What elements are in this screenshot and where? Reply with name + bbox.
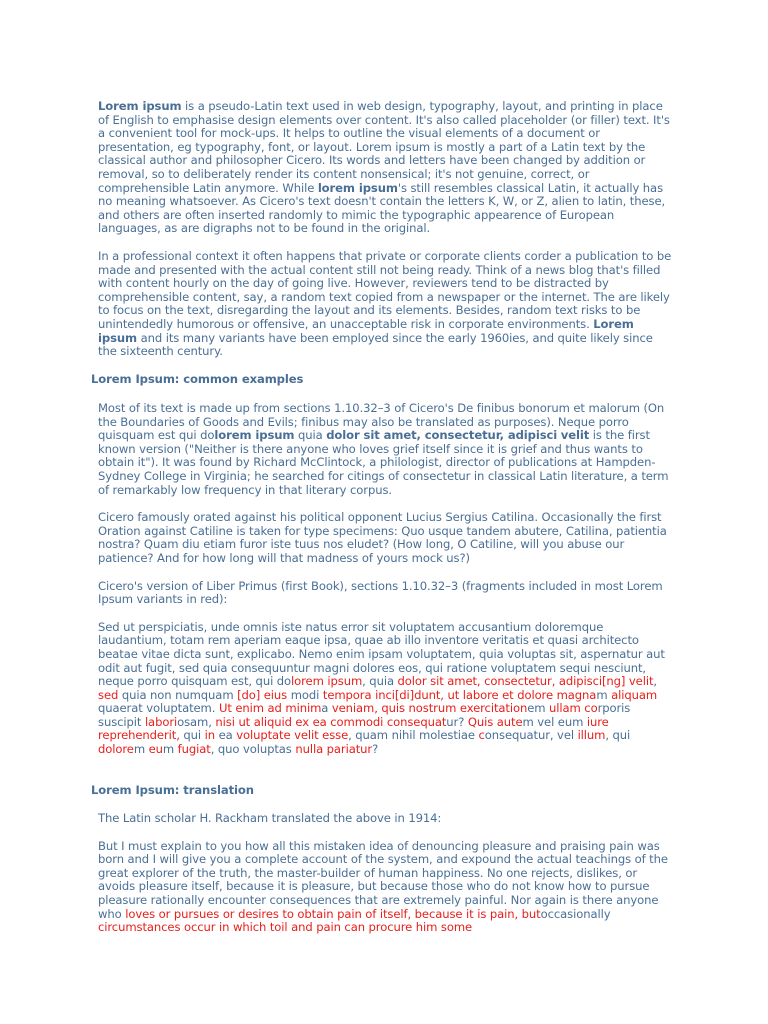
text-run: , quam nihil molestiae <box>348 728 479 743</box>
text-run: m <box>162 742 178 757</box>
red-highlight-text: ullam co <box>549 701 598 716</box>
red-highlight-text: sed <box>98 687 119 702</box>
text-run: is a pseudo-Latin text used in web design, typography, layout, and printing in place of English to emphasise design elements over content. It's also called placeholder (or filler) text. It's a convenient tool for mock-ups. It helps to outline the visual elements of a document or presentation, eg typography, font, or layout. Lorem ipsum is mostly a part of a Latin text by the classical author and philosopher Cicero. Its words and letters have been changed by addition or removal, so to deliberately render its content nonsensical; it's not genuine, correct, or comprehensible Latin anymore. While <box>98 99 670 195</box>
red-highlight-text: lorem ipsum <box>291 674 363 689</box>
text-run: , quia <box>362 674 398 689</box>
text-run: em <box>527 701 550 716</box>
text-run: ea <box>214 728 237 743</box>
text-run: qui <box>179 728 205 743</box>
text-run: But I must explain to you how all this mistaken idea of denouncing pleasure and praising pain was born and I will give you a complete account of the system, and expound the actual teachings of the great explorer of the truth, the master-builder of human happiness. No one rejects, dislikes, or avoids pleasure itself, because it is pleasure, but because those who do not know how to pursue pleasure rationally encounter consequences that are extremely painful. Nor again is there anyone who <box>98 838 668 921</box>
red-highlight-text: tempora <box>322 687 372 702</box>
text-run: osam, <box>177 714 216 729</box>
text-run: Most of its text is made up from sections 1.10.32–3 of Cicero's De finibus bonorum et malorum (On the Boundaries of Goods and Evils; finibus may also be translated as purposes). Neque porro quisquam est qui do <box>98 401 665 443</box>
translation-paragraph-1 <box>98 812 673 826</box>
text-run: , quo voluptas <box>210 742 296 757</box>
translation-section <box>98 812 673 935</box>
examples-paragraph-4 <box>98 621 673 757</box>
bold-text: velit <box>560 428 590 443</box>
text-run: The Latin scholar H. Rackham translated the above in 1914: <box>98 811 442 825</box>
red-highlight-text: c <box>478 728 485 743</box>
red-highlight-text: veniam, quis nostrum <box>331 701 457 716</box>
bold-text: lorem ipsum <box>214 428 295 443</box>
red-highlight-text: [do] eius <box>237 687 288 702</box>
text-run: , <box>653 674 657 689</box>
text-run: Sed ut perspiciatis, unde omnis iste natus error sit voluptatem accusantium doloremque laudantium, totam rem aperiam eaque ipsa, quae ab illo inventore veritatis et quasi architecto beatae vitae dicta sunt, explicabo. Nemo enim ipsam voluptatem, quia voluptas sit, aspernatur aut odit aut fugit, sed quia consequuntur magni dolores eos, qui ratione voluptatem sequi nesciunt, neque porro quisquam est, qui do <box>98 619 665 689</box>
bold-text: Lorem ipsum <box>98 99 182 113</box>
red-highlight-text: fugiat <box>177 742 211 757</box>
red-highlight-text: iure reprehenderit, <box>98 714 609 743</box>
text-run: In a professional context it often happens that private or corporate clients corder a publication to be made and presented with the actual content still not being ready. Think of a news blog that's filled with content hourly on the day of going live. However, reviewers tend to be distracted by comprehensible content, say, a random text copied from a newspaper or the internet. The are likely to focus on the text, disregarding the layout and its elements. Besides, random text risks to be unintendedly humorous or offensive, an unacceptable risk in corporate environments. <box>98 248 672 331</box>
text-run: occasionally <box>540 906 611 921</box>
text-run: modi <box>287 687 323 702</box>
red-highlight-text: illum <box>577 728 606 743</box>
text-run: , qui <box>605 728 631 743</box>
red-highlight-text: nisi ut aliquid ex ea commodi consequat <box>215 714 447 729</box>
red-highlight-text: Ut enim ad minim <box>218 701 322 716</box>
red-highlight-text: dolor sit amet, consectetur, adipisci[ng] <box>397 674 626 689</box>
red-highlight-text: exercitation <box>459 701 528 716</box>
text-run: quia <box>294 428 327 443</box>
intro-paragraph-2 <box>98 250 673 359</box>
red-highlight-text: eu <box>148 742 163 757</box>
text-run: is the first known version ("Neither is there anyone who loves grief itself since it is grief and thus wants to obtain it"). It was found by Richard McClintock, a philologist, director of publications at Hampden-Sydney College in Virginia; he searched for citings of consectetur in classical Latin literature, a term of remarkably low frequency in that literary corpus. <box>98 428 669 497</box>
red-highlight-text: Quis aute <box>467 714 523 729</box>
text-run: ur? <box>446 714 468 729</box>
red-highlight-text: nulla pariatur <box>295 742 373 757</box>
intro-paragraph-1 <box>98 100 673 236</box>
text-run: m <box>596 687 612 702</box>
red-highlight-text: circumstances occur in which toil and pain can procure him some <box>98 920 473 935</box>
bold-text: dolor sit amet, consectetur, adipisci <box>326 428 558 443</box>
examples-section <box>98 402 673 757</box>
text-run: m vel eum <box>522 714 587 729</box>
red-highlight-text: in <box>204 728 215 743</box>
examples-paragraph-3 <box>98 580 673 607</box>
text-run: rporis suscipit <box>98 701 631 729</box>
text-run: Cicero's version of Liber Primus (first Book), sections 1.10.32–3 (fragments included in most Lorem Ipsum variants in red): <box>98 578 663 607</box>
translation-paragraph-2 <box>98 840 673 935</box>
intro-section <box>98 100 673 359</box>
examples-paragraph-1 <box>98 402 673 497</box>
red-highlight-text: voluptate velit esse <box>236 728 349 743</box>
red-highlight-text: inci[di]dunt, ut labore et dolore magna <box>375 687 597 702</box>
examples-paragraph-2 <box>98 511 673 565</box>
text-run: m <box>133 742 149 757</box>
text-run: onsequatur, vel <box>484 728 578 743</box>
text-run: and its many variants have been employed since the early 1960ies, and quite likely since the sixteenth century. <box>98 330 653 359</box>
bold-text: lorem ipsum <box>317 180 398 195</box>
red-highlight-text: labori <box>144 714 178 729</box>
heading-translation: Lorem Ipsum: translation <box>91 783 254 797</box>
heading-common-examples: Lorem Ipsum: common examples <box>91 372 304 386</box>
bold-text: Lorem ipsum <box>98 316 634 345</box>
text-run: 's still resembles classical Latin, it actually has no meaning whatsoever. As Cicero's text doesn't contain the letters K, W, or Z, alien to latin, these, and others are often inserted randomly to mimic the typographic appearence of European languages, as are digraphs not to be found in the original. <box>98 180 666 236</box>
text-run: quaerat voluptatem. <box>98 701 219 716</box>
text-run: quia non numquam <box>118 687 238 702</box>
red-highlight-text: velit <box>628 674 654 689</box>
text-run: ? <box>372 742 379 757</box>
text-run: Cicero famously orated against his political opponent Lucius Sergius Catilina. Occasionally the first Oration against Catiline is taken for type specimens: Quo usque tandem abutere, Catilina, patientia nostra? Quam diu etiam furor iste tuus nos eludet? (How long, O Catiline, will you abuse our patience? And for how long will that madness of yours mock us?) <box>98 510 667 565</box>
red-highlight-text: aliquam <box>611 687 658 702</box>
text-run: a <box>321 701 332 716</box>
red-highlight-text: loves or pursues or desires to obtain pain of itself, because it is pain, but <box>125 906 541 921</box>
red-highlight-text: dolore <box>98 742 134 757</box>
